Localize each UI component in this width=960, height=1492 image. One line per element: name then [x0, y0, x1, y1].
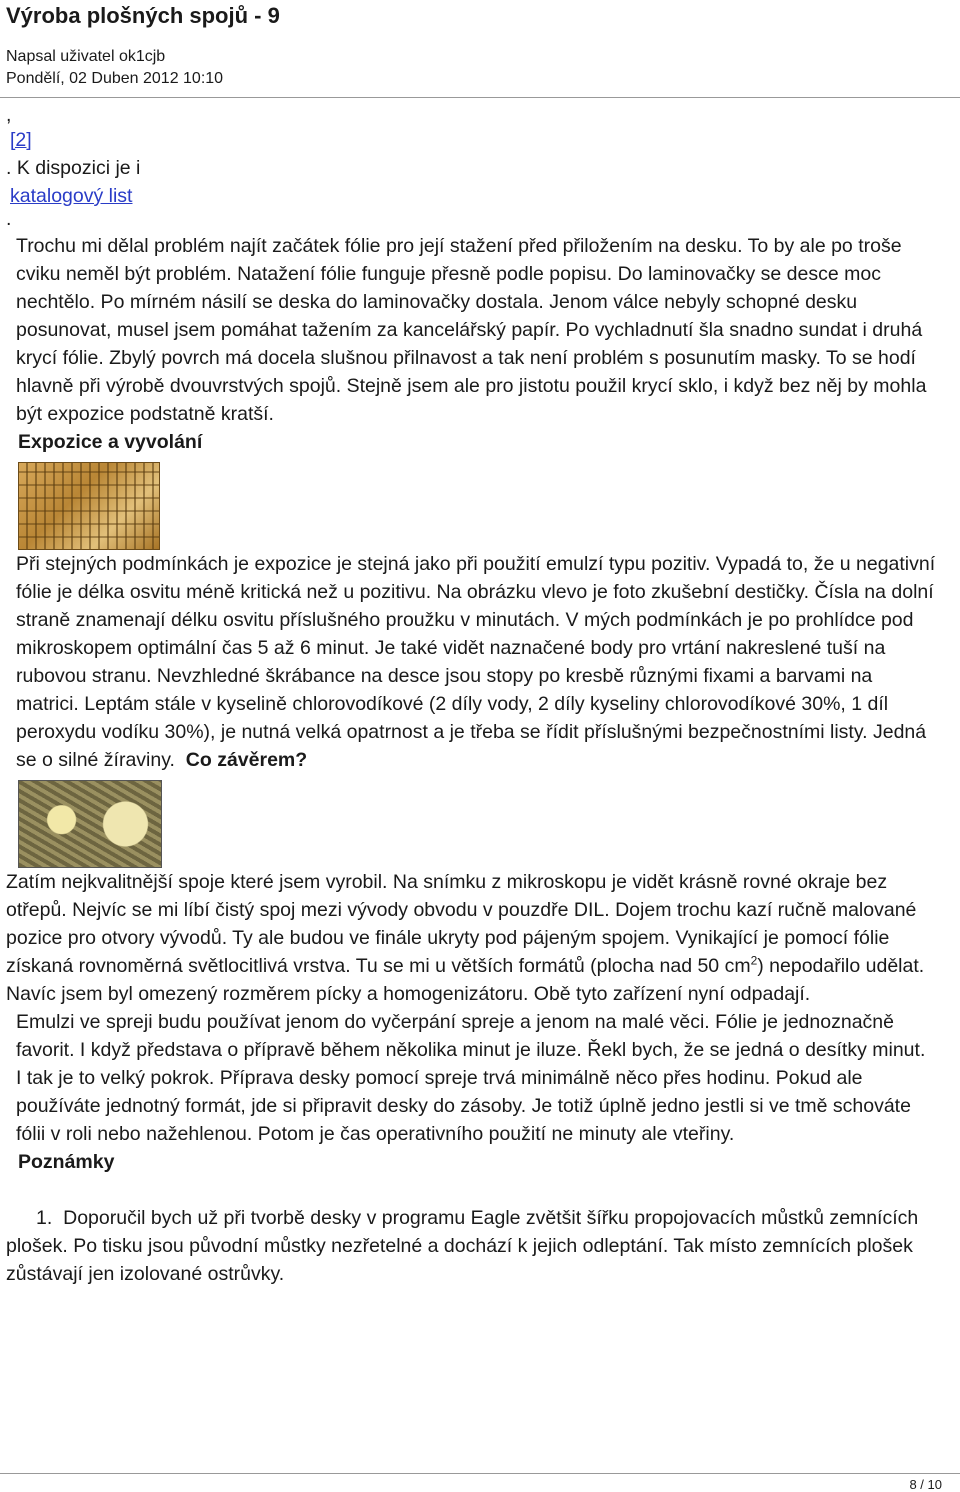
article-author: Napsal uživatel ok1cjb — [6, 48, 166, 65]
paragraph-results — [6, 868, 936, 1008]
page-number: 8 / 10 — [909, 1477, 942, 1492]
catalog-sheet-link[interactable]: katalogový list — [10, 185, 133, 207]
paragraph-spray-vs-foil: Emulzi ve spreji budu používat jenom do vyčerpání spreje a jenom na malé věci. Fólie je jednoznačně favorit. I když představa o přípravě během několika minut je iluze. Řekl bych, že se jedná o desítky minut. I tak je to velký pokrok. Příprava desky pomocí spreje trvá minimálně něco přes hodinu. Pokud ale používáte jednotný formát, jde si připravit desky do zásoby. Je totiž úplně jedno jestli si ve tmě schováte fólii v roli nebo nažehlenou. Potom je čas operativního použití ne minuty ale vteřiny. — [16, 1011, 926, 1145]
paragraph-exposure-text: Při stejných podmínkách je expozice je stejná jako při použití emulzí typu pozitiv. Vypadá to, že u negativní fólie je délka osvitu méně kritická než u pozitivu. Na obrázku vlevo je foto zkušební destičky. Čísla na dolní straně znamenají délku osvitu příslušného proužku v minutách. V mých podmínkách je po prohlídce pod mikroskopem optimální čas 5 až 6 minut. Je také vidět naznačené body pro vrtání nakreslené tuší na rubovou stranu. Nevzhledné škrábance na desce jsou stopy po kresbě různými fixami a barvami na matrici. Leptám stále v kyselině chlorovodíkové (2 díly vody, 2 díly kyseliny chlorovodíkové 30%, 1 díl peroxydu vodíku 30%), je nutná velká opatrnost a je třeba se řídit příslušnými bezpečnostními listy. Jedná se o silné žíraviny. — [16, 553, 936, 771]
paragraph-lamination: Trochu mi dělal problém najít začátek fólie pro její stažení před přiložením na desku. To by ale po troše cviku neměl být problém. Natažení fólie funguje přesně podle popisu. Do laminovačky se desce moc nechtělo. Po mírném násilí se deska do laminovačky dostala. Jenom válce nebyly schopné desku posunovat, musel jsem pomáhat tažením za kancelářský papír. Po vychladnutí šla snadno sundat i druhá krycí fólie. Zbylý povrch má docela slušnou přilnavost a tak není problém s posunutím masky. To se hodí hlavně při výrobě dvouvrstvých spojů. Stejně jsem ale pro jistotu použil krycí sklo, i když bez něj by mohla být expozice podstatně kratší. — [16, 235, 927, 425]
notes-list-item — [6, 1204, 936, 1288]
article-body — [6, 104, 936, 1288]
intro-available-text: . K dispozici je i — [6, 157, 141, 179]
reference-link[interactable]: [2] — [10, 129, 32, 151]
section-heading-conclusion: Co závěrem? — [185, 749, 308, 771]
article-title: Výroba plošných spojů - 9 — [6, 3, 280, 28]
microscope-photo — [18, 780, 162, 868]
header-divider — [0, 97, 960, 98]
section-heading-exposure: Expozice a vyvolání — [18, 431, 203, 453]
notes-item-number: 1. — [36, 1207, 53, 1229]
intro-comma: , — [6, 104, 12, 126]
notes-item-text: Doporučil bych už při tvorbě desky v programu Eagle zvětšit šířku propojovacích můstků zemnících plošek. Po tisku jsou původní můstky nezřetelné a dochází k jejich odleptání. Tak místo zemnících plošek zůstávají jen izolované ostrůvky. — [6, 1207, 919, 1285]
test-board-photo — [18, 462, 160, 550]
superscript-two: 2 — [750, 953, 758, 968]
paragraph-results-text-a: Zatím nejkvalitnější spoje které jsem vyrobil. Na snímku z mikroskopu je vidět krásně rovné okraje bez otřepů. Nejvíc se mi líbí čistý spoj mezi vývody obvodu v pouzdře DIL. Dojem trochu kazí ručně malované pozice pro otvory vývodů. Ty ale budou ve finále ukryty pod pájeným spojem. Vynikající je pomocí fólie získaná rovnoměrná světlocitlivá vrstva. Tu se mi u větších formátů (plocha nad 50 cm — [6, 871, 917, 977]
paragraph-exposure — [6, 550, 936, 774]
article-date: Pondělí, 02 Duben 2012 10:10 — [6, 70, 224, 87]
footer-divider — [0, 1473, 960, 1474]
section-heading-notes: Poznámky — [18, 1151, 115, 1173]
paragraph-results-text-b: ) nepodařilo udělat. Navíc jsem byl omezený rozměrem pícky a homogenizátoru. Obě tyto zařízení nyní odpadají. — [6, 955, 925, 1005]
intro-period: . — [6, 208, 12, 230]
page-header — [6, 0, 960, 90]
